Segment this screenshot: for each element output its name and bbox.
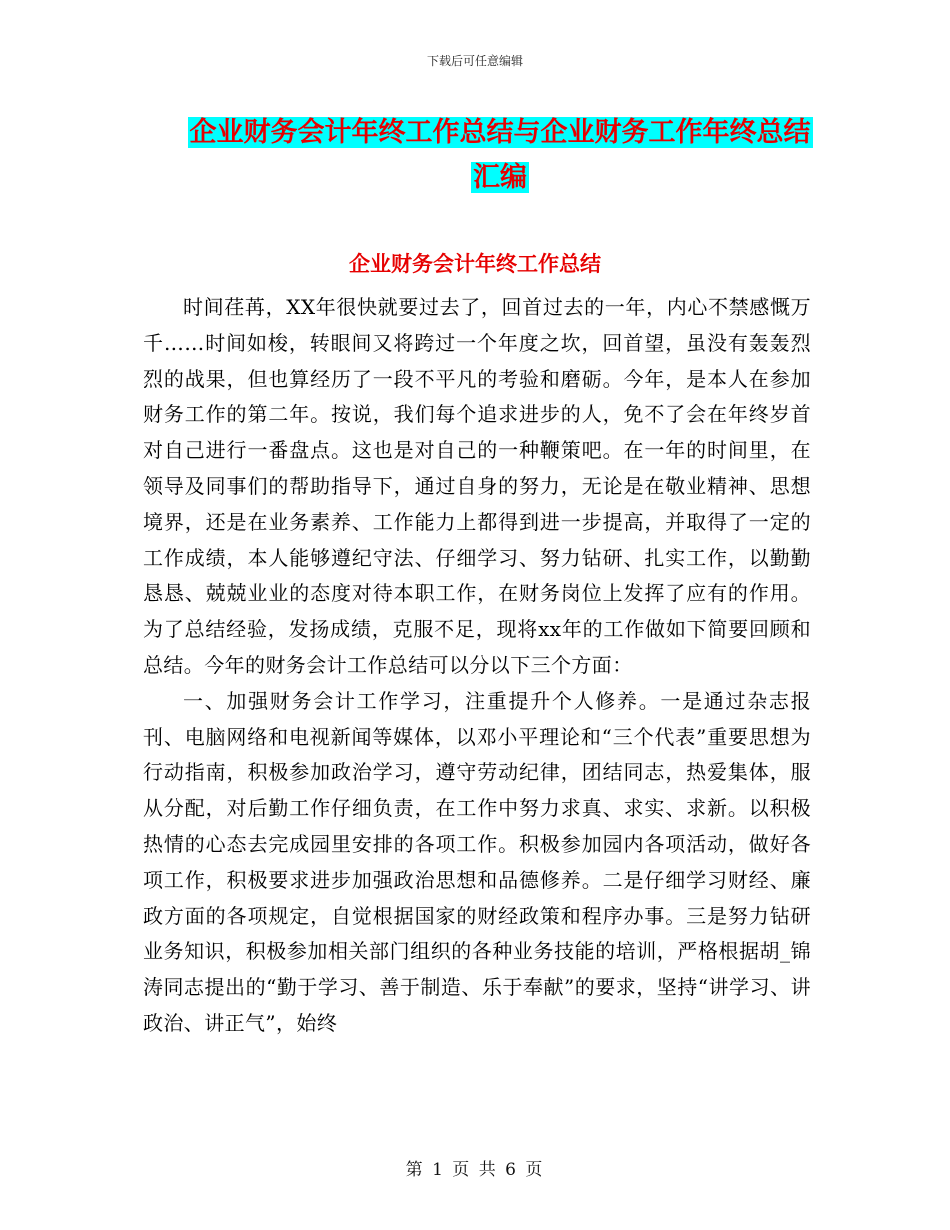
body-text <box>143 290 811 1042</box>
title-line-1: 企业财务会计年终工作总结与企业财务工作年终总结 <box>189 117 811 148</box>
title-line-2: 汇编 <box>473 162 527 193</box>
header-note: 下载后可任意编辑 <box>426 54 523 68</box>
paragraph-intro: 时间荏苒，XX年很快就要过去了，回首过去的一年，内心不禁感慨万千……时间如梭，转眼间又将跨过一个年度之坎，回首望，虽没有轰轰烈烈的战果，但也算经历了一段不平凡的考验和磨砺。今年，是本人在参加财务工作的第二年。按说，我们每个追求进步的人，免不了会在年终岁首对自己进行一番盘点。这也是对自己的一种鞭策吧。在一年的时间里，在领导及同事们的帮助指导下，通过自身的努力，无论是在敬业精神、思想境界，还是在业务素养、工作能力上都得到进一步提高，并取得了一定的工作成绩，本人能够遵纪守法、仔细学习、努力钻研、扎实工作，以勤勤恳恳、兢兢业业的态度对待本职工作，在财务岗位上发挥了应有的作用。为了总结经验，发扬成绩，克服不足，现将xx年的工作做如下简要回顾和总结。今年的财务会计工作总结可以分以下三个方面： <box>143 295 811 677</box>
document-title <box>130 110 870 200</box>
paragraph-section-1: 一、加强财务会计工作学习，注重提升个人修养。一是通过杂志报刊、电脑网络和电视新闻等媒体，以邓小平理论和“三个代表”重要思想为行动指南，积极参加政治学习，遵守劳动纪律，团结同志，热爱集体，服从分配，对后勤工作仔细负责，在工作中努力求真、求实、求新。以积极热情的心态去完成园里安排的各项工作。积极参加园内各项活动，做好各项工作，积极要求进步加强政治思想和品德修养。二是仔细学习财经、廉政方面的各项规定，自觉根据国家的财经政策和程序办事。三是努力钻研业务知识，积极参加相关部门组织的各种业务技能的培训，严格根据胡_锦涛同志提出的“勤于学习、善于制造、乐于奉献”的要求，坚持“讲学习、讲政治、讲正气”，始终 <box>143 688 811 1035</box>
section-title: 企业财务会计年终工作总结 <box>349 252 601 276</box>
page-footer: 第 1 页 共 6 页 <box>405 1160 545 1180</box>
